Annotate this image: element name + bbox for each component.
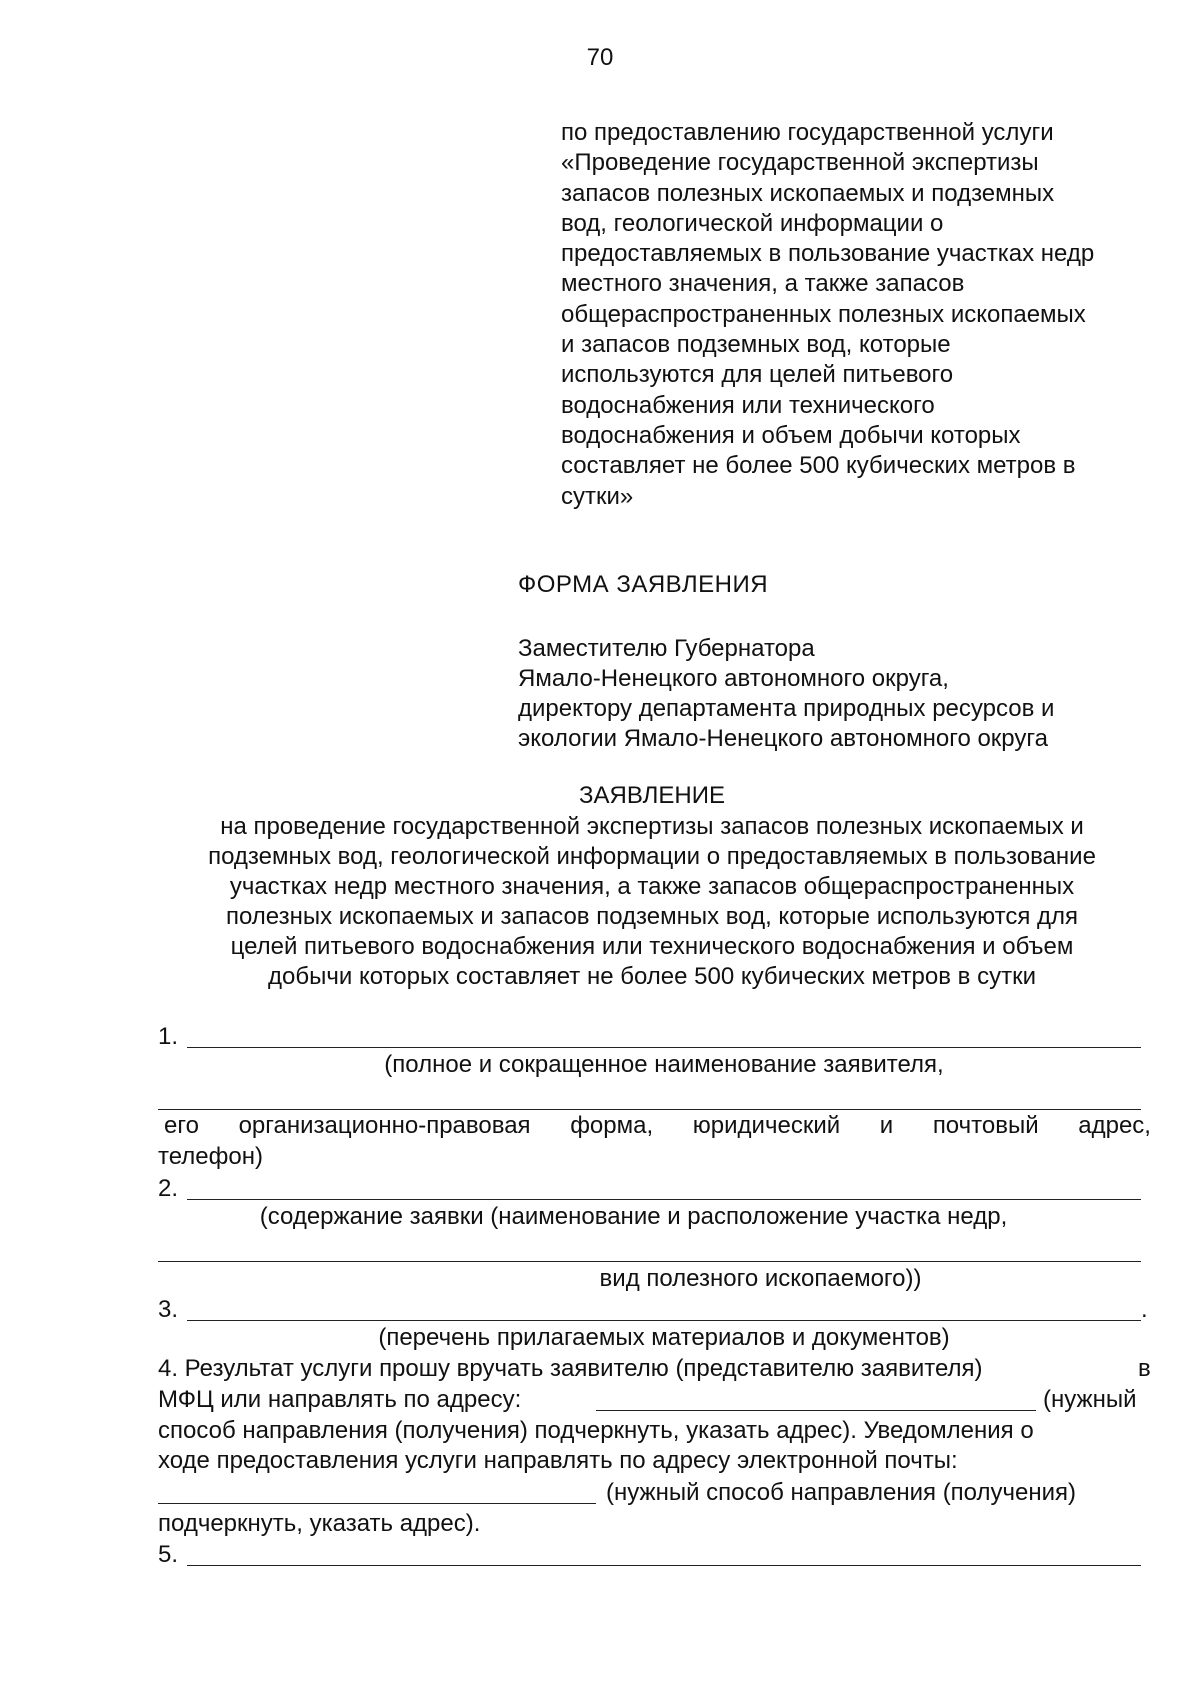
item-1-caption: (полное и сокращенное наименование заявителя, [384, 1051, 944, 1078]
addressee-line: Заместителю Губернатора [518, 635, 815, 662]
item-2-caption: (содержание заявки (наименование и расположение участка недр, [259, 1203, 1008, 1230]
addressee-line: Ямало-Ненецкого автономного округа, [518, 665, 949, 692]
caption-word: организационно-правовая [238, 1112, 531, 1139]
regulation-reference-line: местного значения, а также запасов [561, 270, 965, 298]
page-number: 70 [586, 44, 614, 71]
item-1-caption-continued [164, 1112, 1151, 1140]
caption-word: адрес, [1078, 1112, 1151, 1139]
form-title: ФОРМА ЗАЯВЛЕНИЯ [518, 571, 769, 598]
item-3-period: . [1141, 1296, 1148, 1323]
caption-word: юридический [692, 1112, 841, 1139]
caption-word: почтовый [932, 1112, 1039, 1139]
caption-word: его [164, 1112, 199, 1139]
addressee-block [518, 634, 1054, 754]
addressee-line: директору департамента природных ресурсов и [518, 695, 1055, 722]
item-1-applicant-details-field[interactable] [158, 1109, 1141, 1110]
statement-subject [150, 812, 1154, 992]
addressee-line: экологии Ямало-Ненецкого автономного округа [518, 725, 1048, 752]
item-1-number: 1. [158, 1023, 179, 1050]
item-3-number: 3. [158, 1296, 179, 1323]
regulation-reference-line: «Проведение государственной экспертизы [561, 149, 1039, 177]
regulation-reference-line: используются для целей питьевого [561, 361, 954, 389]
item-2-caption-continued: вид полезного ископаемого)) [599, 1265, 922, 1292]
item-3-caption: (перечень прилагаемых материалов и документов) [378, 1324, 950, 1351]
statement-subject-line: подземных вод, геологической информации о предоставляемых в пользование [208, 843, 1096, 870]
statement-subject-line: целей питьевого водоснабжения или технического водоснабжения и объем [230, 933, 1074, 960]
statement-subject-line: добычи которых составляет не более 500 кубических метров в сутки [268, 963, 1036, 990]
statement-subject-line: полезных ископаемых и запасов подземных вод, которые используются для [225, 903, 1079, 930]
item-3-documents-list-field[interactable] [187, 1320, 1141, 1321]
statement-subject-line: участках недр местного значения, а также запасов общераспространенных [229, 873, 1075, 900]
item-4-text: 4. Результат услуги прошу вручать заявителю (представителю заявителя) [158, 1355, 983, 1382]
statement-subject-line: на проведение государственной экспертизы запасов полезных ископаемых и [220, 813, 1084, 840]
regulation-reference-line: составляет не более 500 кубических метров в [561, 452, 1076, 480]
regulation-reference [561, 118, 1161, 512]
item-4-text: (нужный [1043, 1386, 1137, 1413]
caption-word: и [879, 1112, 894, 1139]
item-5-field[interactable] [187, 1565, 1141, 1566]
regulation-reference-line: водоснабжения или технического [561, 391, 935, 419]
item-2-mineral-type-field[interactable] [158, 1261, 1141, 1262]
item-4-email-address-field[interactable] [158, 1503, 596, 1504]
item-4-text: МФЦ или направлять по адресу: [158, 1386, 522, 1413]
item-4-text: подчеркнуть, указать адрес). [158, 1510, 481, 1537]
regulation-reference-line: по предоставлению государственной услуги [561, 119, 1054, 146]
regulation-reference-line: предоставляемых в пользование участках недр [561, 240, 1095, 268]
item-2-application-content-field[interactable] [187, 1199, 1141, 1200]
regulation-reference-line: вод, геологической информации о [561, 209, 944, 237]
item-4-text-end: в [1138, 1355, 1151, 1382]
item-1-caption-end: телефон) [158, 1143, 263, 1170]
regulation-reference-line: и запасов подземных вод, которые [561, 331, 951, 359]
item-4-postal-address-field[interactable] [596, 1410, 1036, 1411]
item-2-number: 2. [158, 1175, 179, 1202]
item-1-applicant-name-field[interactable] [187, 1047, 1141, 1048]
regulation-reference-line: запасов полезных ископаемых и подземных [561, 179, 1055, 207]
item-5-number: 5. [158, 1541, 179, 1568]
statement-title: ЗАЯВЛЕНИЕ [579, 782, 725, 809]
regulation-reference-line: сутки» [561, 482, 634, 510]
regulation-reference-line: общераспространенных полезных ископаемых [561, 300, 1086, 328]
item-4-text: (нужный способ направления (получения) [606, 1479, 1077, 1506]
item-4-text: способ направления (получения) подчеркнуть, указать адрес). Уведомления о [158, 1417, 1034, 1444]
item-4-text: ходе предоставления услуги направлять по адресу электронной почты: [158, 1447, 958, 1474]
caption-word: форма, [570, 1112, 654, 1139]
regulation-reference-line: водоснабжения и объем добычи которых [561, 421, 1021, 449]
